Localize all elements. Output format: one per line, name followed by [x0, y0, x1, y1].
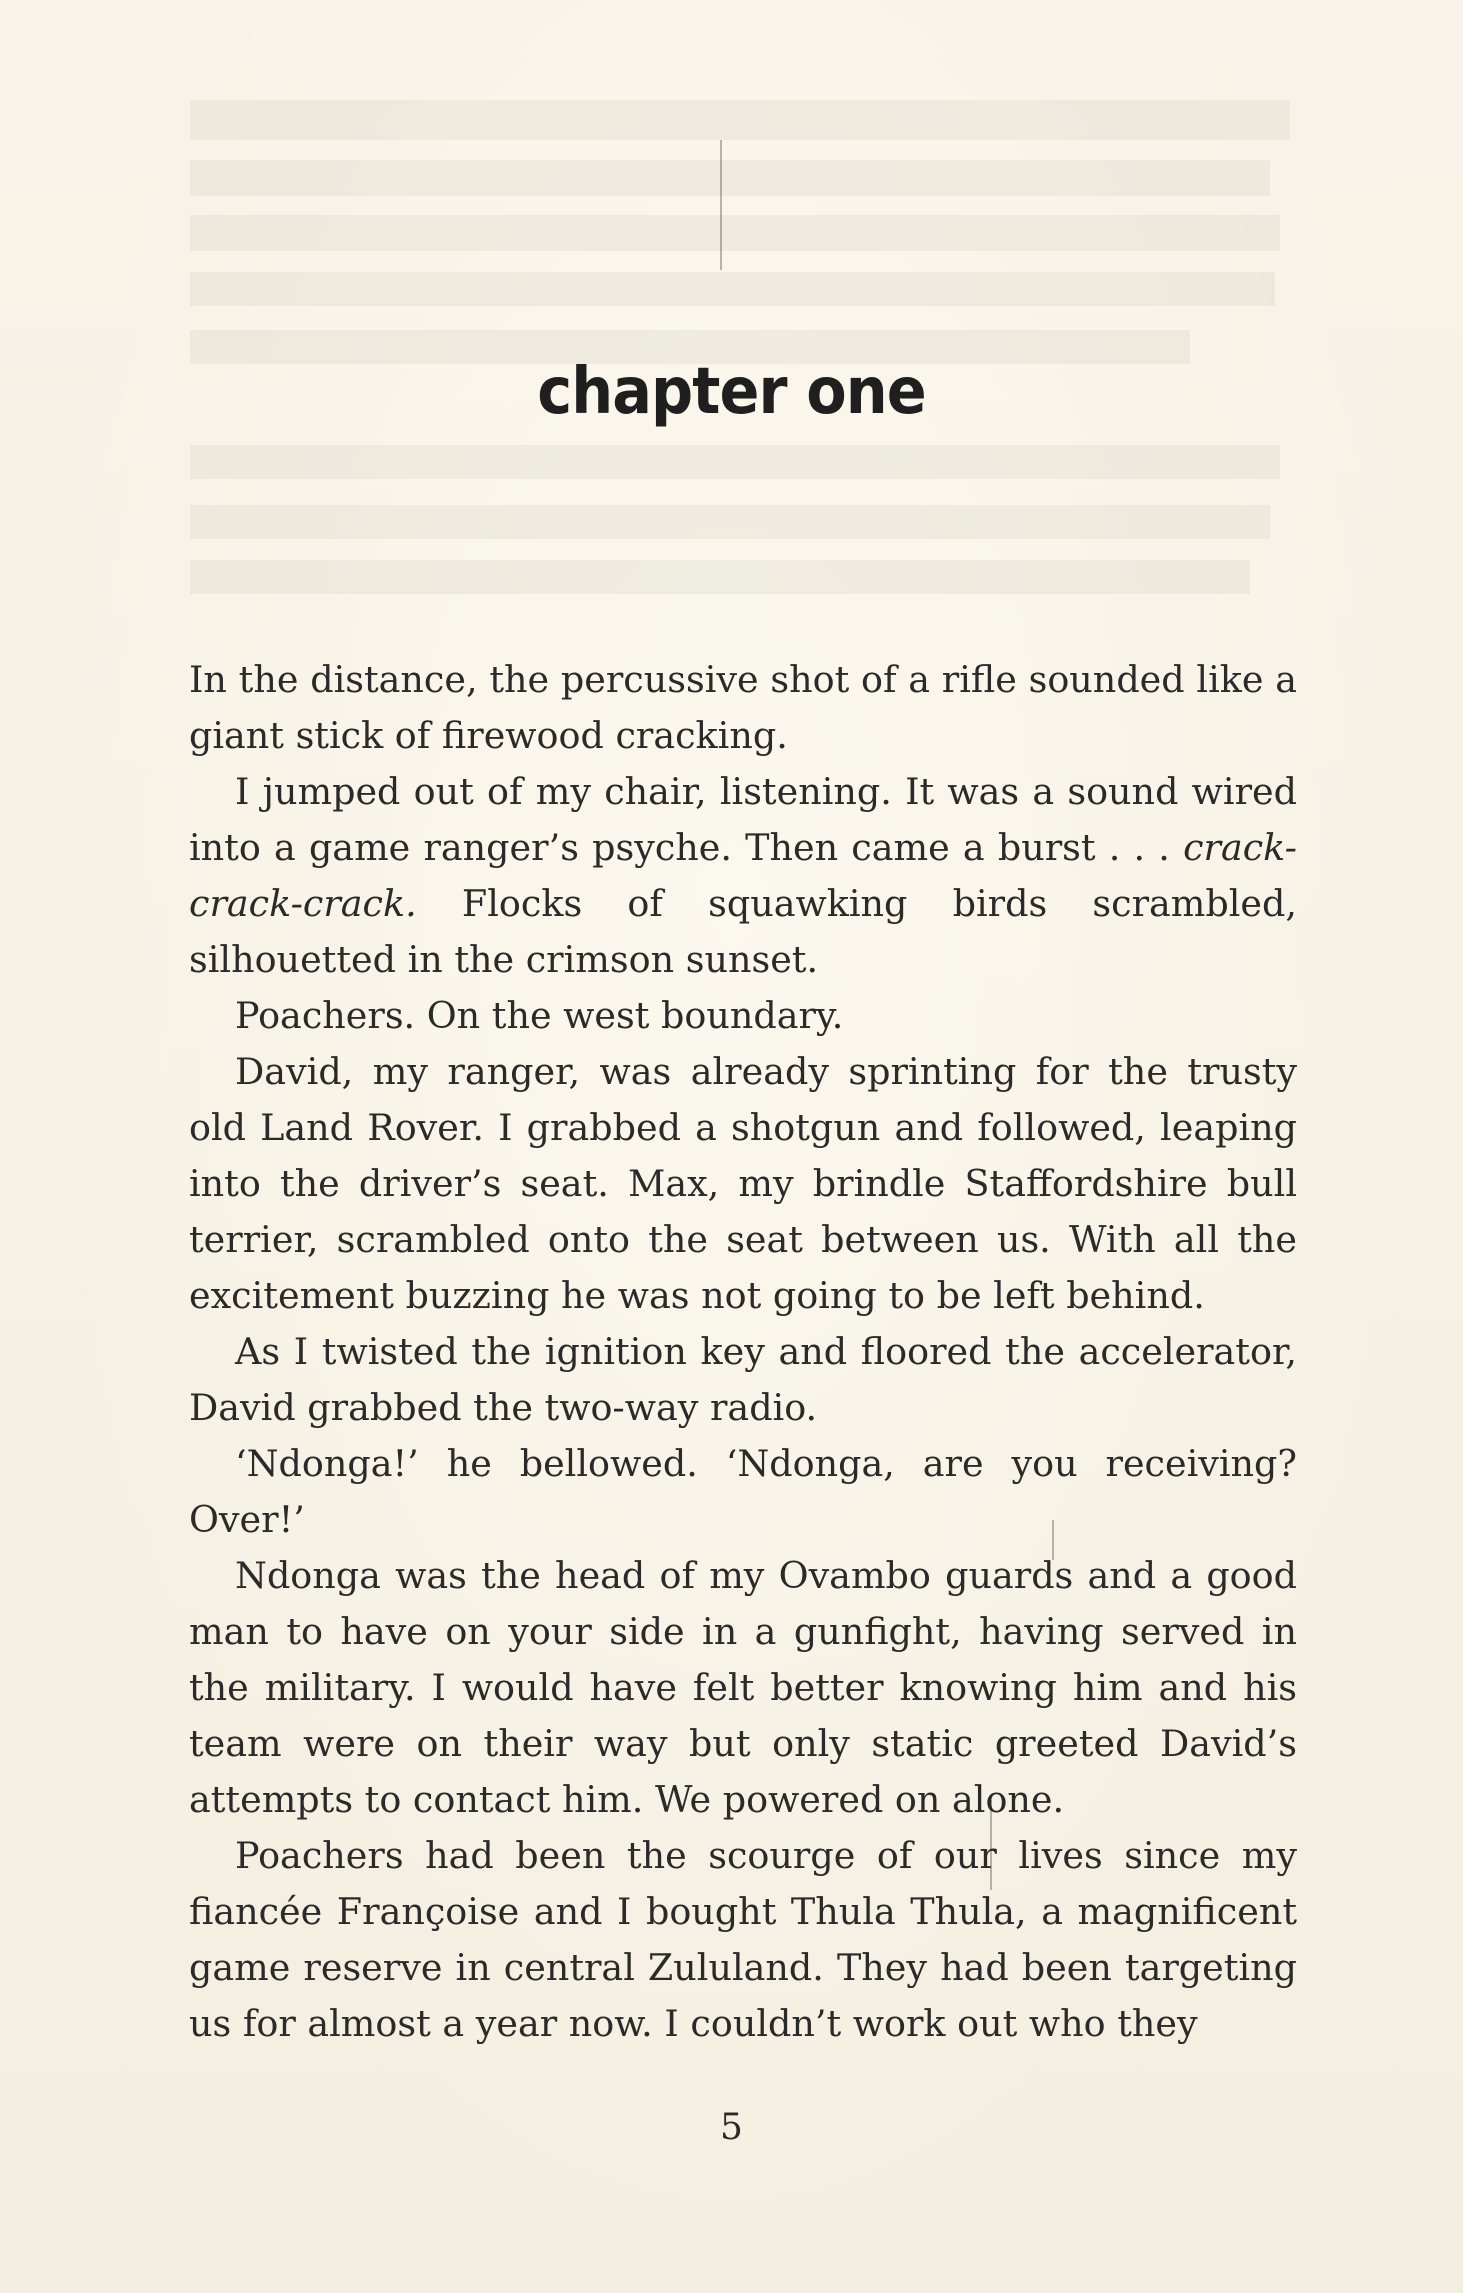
bleed-through-shading	[190, 445, 1280, 479]
paragraph: In the distance, the percussive shot of a rifle sounded like a giant stick of firewood cracking.	[189, 658, 1297, 757]
chapter-title: chapter one	[537, 355, 926, 429]
paragraph	[189, 764, 1297, 988]
bleed-through-shading	[190, 505, 1270, 539]
paragraph: David, my ranger, was already sprinting for the trusty old Land Rover. I grabbed a shotgun and followed, leaping into the driver’s seat. Max, my brindle Staffordshire bull terrier, scrambled onto the seat between us. With all the excitement buzzing he was not going to be left behind.	[189, 1050, 1297, 1317]
body-text	[189, 652, 1297, 2052]
paragraph: Poachers had been the scourge of our lives since my fiancée Françoise and I bought Thula Thula, a magnificent game reserve in central Zululand. They had been targeting us for almost a year now. I couldn’t work out who they	[189, 1834, 1297, 2045]
bleed-through-shading	[190, 160, 1270, 196]
italic-sound-effect: crack-crack-crack.	[189, 826, 1297, 925]
paragraph: ‘Ndonga!’ he bellowed. ‘Ndonga, are you receiving? Over!’	[189, 1442, 1297, 1541]
paragraph-text: Flocks of squawking birds scrambled, silhouetted in the crimson sunset.	[189, 882, 1297, 981]
page-number: 5	[720, 2107, 743, 2148]
bleed-through-shading	[190, 215, 1280, 251]
paragraph: Ndonga was the head of my Ovambo guards and a good man to have on your side in a gunfight, having served in the military. I would have felt better knowing him and his team were on their way but only static greeted David’s attempts to contact him. We powered on alone.	[189, 1554, 1297, 1821]
crease-mark	[720, 140, 722, 270]
paragraph-text: I jumped out of my chair, listening. It was a sound wired into a game ranger’s psyche. Then came a burst . . .	[189, 770, 1297, 869]
paragraph: Poachers. On the west boundary.	[235, 994, 844, 1037]
bleed-through-shading	[190, 560, 1250, 594]
bleed-through-shading	[190, 272, 1275, 306]
bleed-through-shading	[190, 100, 1290, 140]
paragraph: As I twisted the ignition key and floored the accelerator, David grabbed the two-way radio.	[189, 1330, 1297, 1429]
